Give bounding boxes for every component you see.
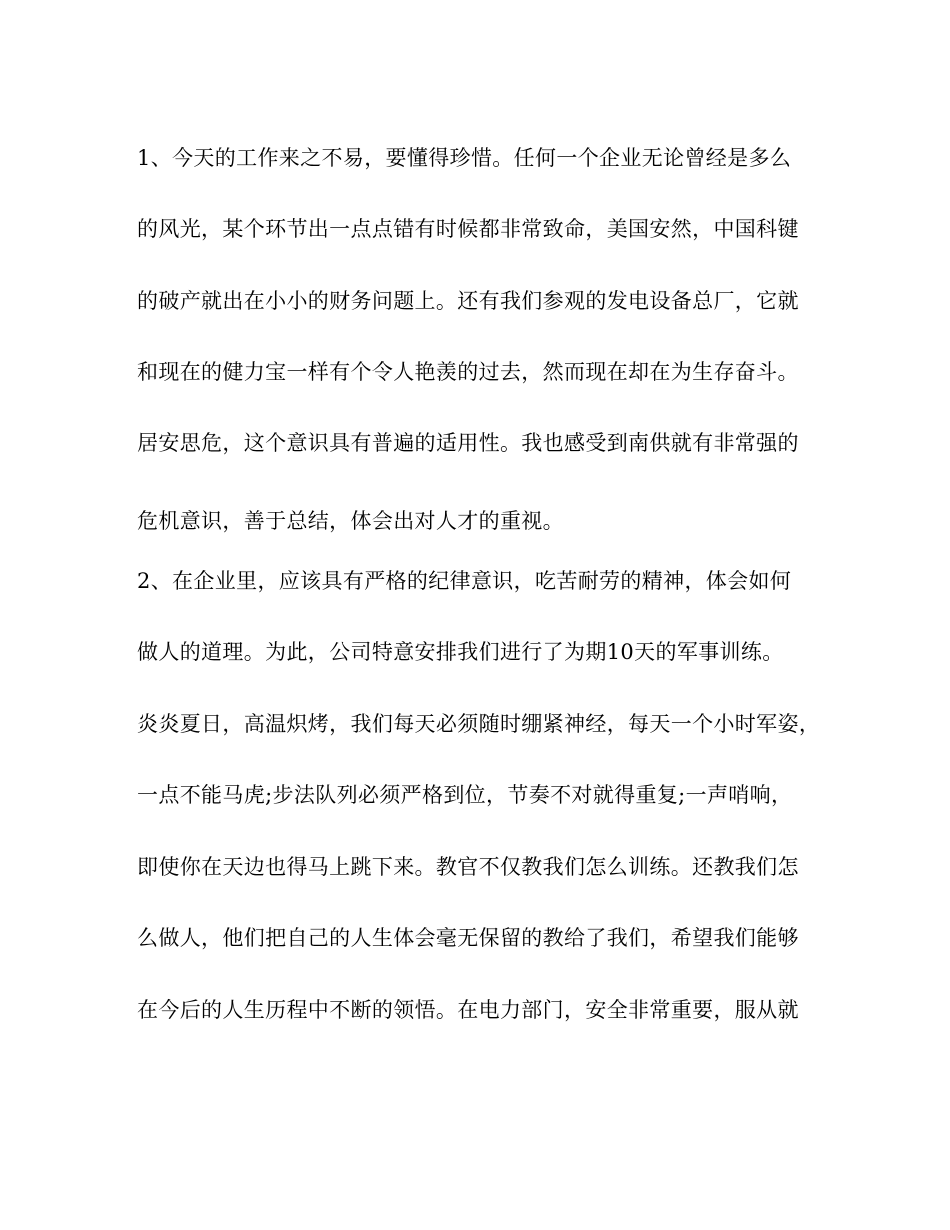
- text-line: 的破产就出在小小的财务问题上。还有我们参观的发电设备总厂，它就: [137, 289, 799, 313]
- text-line: 的风光，某个环节出一点点错有时候都非常致命，美国安然，中国科键: [137, 217, 799, 241]
- text-line: 炎炎夏日，高温炽烤，我们每天必须随时绷紧神经，每天一个小时军姿，: [137, 712, 821, 736]
- text-line: 和现在的健力宝一样有个令人艳羡的过去，然而现在却在为生存奋斗。: [137, 360, 799, 384]
- text-line: 么做人，他们把自己的人生体会毫无保留的教给了我们，希望我们能够: [137, 926, 799, 950]
- text-line: 一点不能马虎;步法队列必须严格到位，节奏不对就得重复;一声哨响，: [137, 783, 793, 807]
- text-line: 危机意识，善于总结，体会出对人才的重视。: [137, 509, 564, 533]
- text-line: 1、今天的工作来之不易，要懂得珍惜。任何一个企业无论曾经是多么: [137, 146, 792, 170]
- text-line: 即使你在天边也得马上跳下来。教官不仅教我们怎么训练。还教我们怎: [137, 855, 799, 879]
- text-line: 居安思危，这个意识具有普遍的适用性。我也感受到南供就有非常强的: [137, 431, 799, 455]
- text-line: 做人的道理。为此，公司特意安排我们进行了为期10天的军事训练。: [137, 640, 784, 664]
- text-line: 2、在企业里，应该具有严格的纪律意识，吃苦耐劳的精神，体会如何: [137, 569, 792, 593]
- text-line: 在今后的人生历程中不断的领悟。在电力部门，安全非常重要，服从就: [137, 998, 799, 1022]
